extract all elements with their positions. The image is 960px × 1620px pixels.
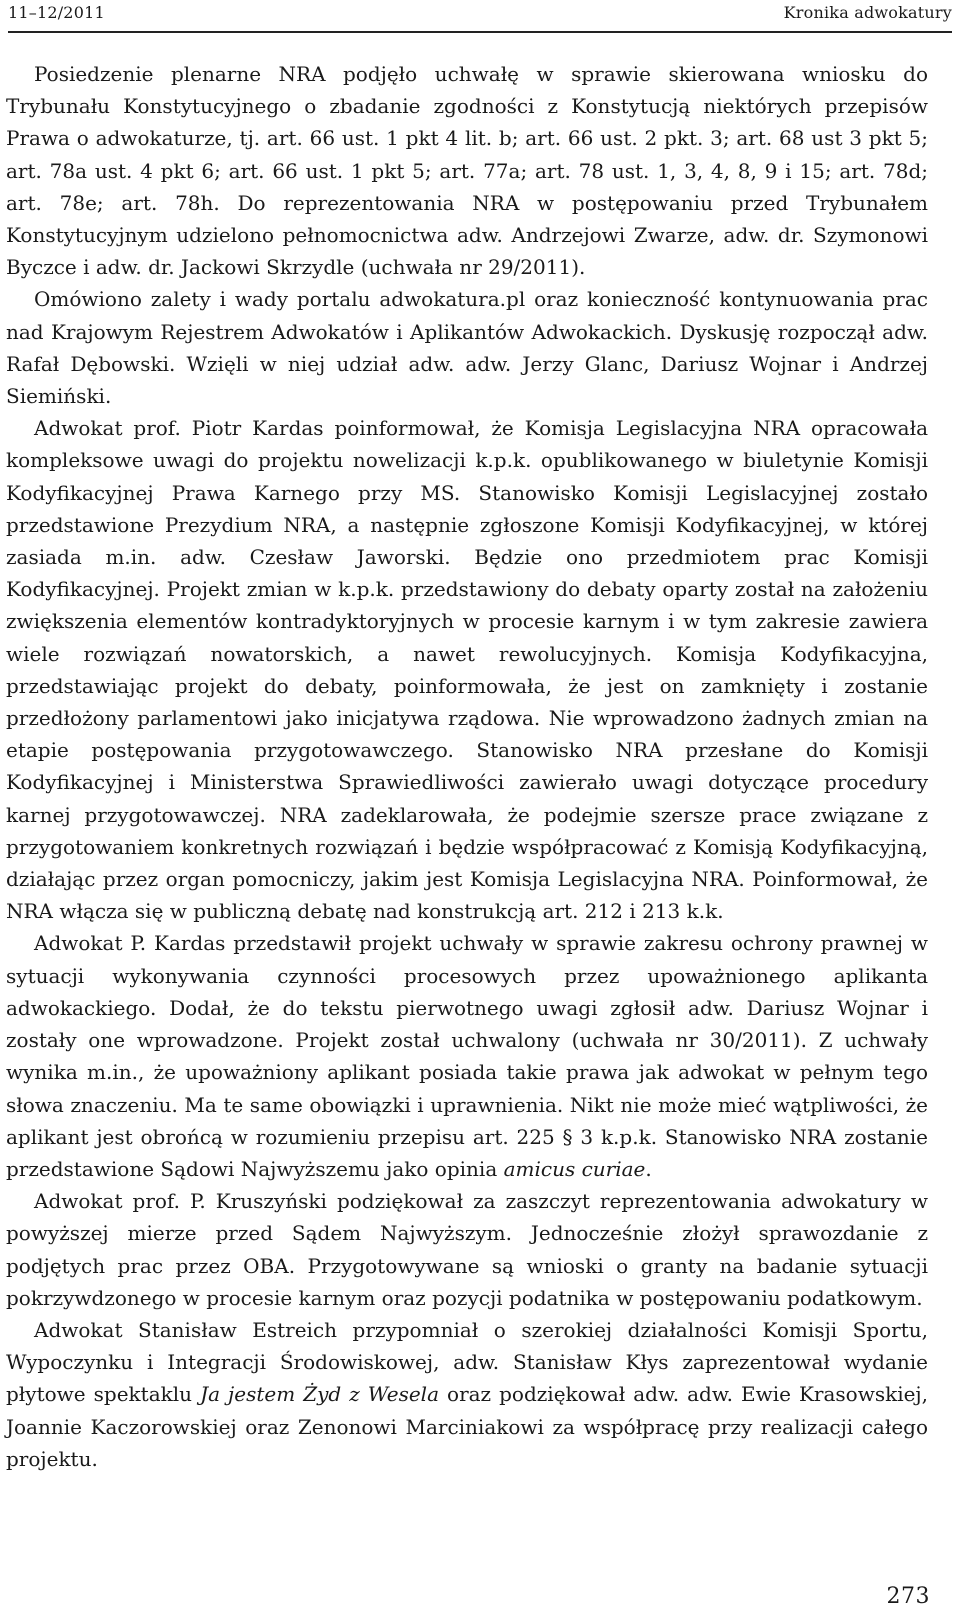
paragraph-5: Adwokat prof. P. Kruszyński podziękował za zaszczyt reprezentowania adwokatury w powyższej mierze przed Sądem Najwyższym. Jednocześnie złożył sprawozdanie z podjętych prac przez OBA. Przygotowywane są wnioski o granty na badanie sytuacji pokrzywdzonego w procesie karnym oraz pozycji podatnika w postępowaniu podatkowym.	[6, 1189, 928, 1310]
paragraph-2: Omówiono zalety i wady portalu adwokatura.pl oraz konieczność kontynuowania prac nad Krajowym Rejestrem Adwokatów i Aplikantów Adwokackich. Dyskusję rozpoczął adw. Rafał Dębowski. Wzięli w niej udział adw. adw. Jerzy Glanc, Dariusz Wojnar i Andrzej Siemiński.	[6, 287, 928, 409]
issue-number: 11–12/2011	[8, 2, 105, 22]
page-number: 273	[886, 1584, 930, 1609]
running-header	[8, 0, 952, 24]
header-divider	[8, 31, 952, 33]
paragraph-4: Adwokat P. Kardas przedstawił projekt uchwały w sprawie zakresu ochrony prawnej w sytuacji wykonywania czynności procesowych przez upoważnionego aplikanta adwokackiego. Dodał, że do tekstu pierwotnego uwagi zgłosił adw. Dariusz Wojnar i zostały one wprowadzone. Projekt został uchwalony (uchwała nr 30/2011). Z uchwały wynika m.in., że upoważniony aplikant posiada takie prawa jak adwokat w pełnym tego słowa znaczeniu. Ma te same obowiązki i uprawnienia. Nikt nie może mieć wątpliwości, że aplikant jest obrońcą w rozumieniu przepisu art. 225 § 3 k.p.k. Stanowisko NRA zostanie przedstawione Sądowi Najwyższemu jako opinia amicus curiae.	[6, 931, 928, 1181]
latin-phrase: amicus curiae	[503, 1156, 646, 1181]
paragraph-3: Adwokat prof. Piotr Kardas poinformował, że Komisja Legislacyjna NRA opracowała kompleksowe uwagi do projektu nowelizacji k.p.k. opublikowanego w biuletynie Komisji Kodyfikacyjnej Prawa Karnego przy MS. Stanowisko Komisji Legislacyjnej zostało przedstawione Prezydium NRA, a następnie zgłoszone Komisji Kodyfikacyjnej, w której zasiada m.in. adw. Czesław Jaworski. Będzie ono przedmiotem prac Komisji Kodyfikacyjnej. Projekt zmian w k.p.k. przedstawiony do debaty oparty został na założeniu zwiększenia elementów kontradyktoryjnych w procesie karnym i w tym zakresie zawiera wiele rozwiązań nowatorskich, a nawet rewolucyjnych. Komisja Kodyfikacyjna, przedstawiając projekt do debaty, poinformowała, że jest on zamknięty i zostanie przedłożony parlamentowi jako inicjatywa rządowa. Nie wprowadzono żadnych zmian na etapie postępowania przygotowawczego. Stanowisko NRA przesłane do Komisji Kodyfikacyjnej i Ministerstwa Sprawiedliwości zawierało uwagi dotyczące procedury karnej przygotowawczej. NRA zadeklarowała, że podejmie szersze prace związane z przygotowaniem konkretnych rozwiązań i będzie współpracować z Komisją Kodyfikacyjną, działając przez organ pomocniczy, jakim jest Komisja Legislacyjna NRA. Poinformował, że NRA włącza się w publiczną debatę nad konstrukcją art. 212 i 213 k.k.	[6, 416, 928, 924]
section-title: Kronika adwokatury	[783, 2, 952, 22]
paragraph-1: Posiedzenie plenarne NRA podjęło uchwałę w sprawie skierowana wniosku do Trybunału Konstytucyjnego o zbadanie zgodności z Konstytucją niektórych przepisów Prawa o adwokaturze, tj. art. 66 ust. 1 pkt 4 lit. b; art. 66 ust. 2 pkt. 3; art. 68 ust 3 pkt 5; art. 78a ust. 4 pkt 6; art. 66 ust. 1 pkt 5; art. 77a; art. 78 ust. 1, 3, 4, 8, 9 i 15; art. 78d; art. 78e; art. 78h. Do reprezentowania NRA w postępowaniu przed Trybunałem Konstytucyjnym udzielono pełnomocnictwa adw. Andrzejowi Zwarze, adw. dr. Szymonowi Byczce i adw. dr. Jackowi Skrzydle (uchwała nr 29/2011).	[6, 62, 928, 280]
article-body	[6, 58, 928, 1475]
paragraph-6: Adwokat Stanisław Estreich przypomniał o szerokiej działalności Komisji Sportu, Wypoczynku i Integracji Środowiskowej, adw. Stanisław Kłys zaprezentował wydanie płytowe spektaklu Ja jestem Żyd z Wesela oraz podziękował adw. adw. Ewie Krasowskiej, Joannie Kaczorowskiej oraz Zenonowi Marciniakowi za współpracę przy realizacji całego projektu.	[6, 1317, 928, 1471]
play-title: Ja jestem Żyd z Wesela	[200, 1382, 439, 1407]
